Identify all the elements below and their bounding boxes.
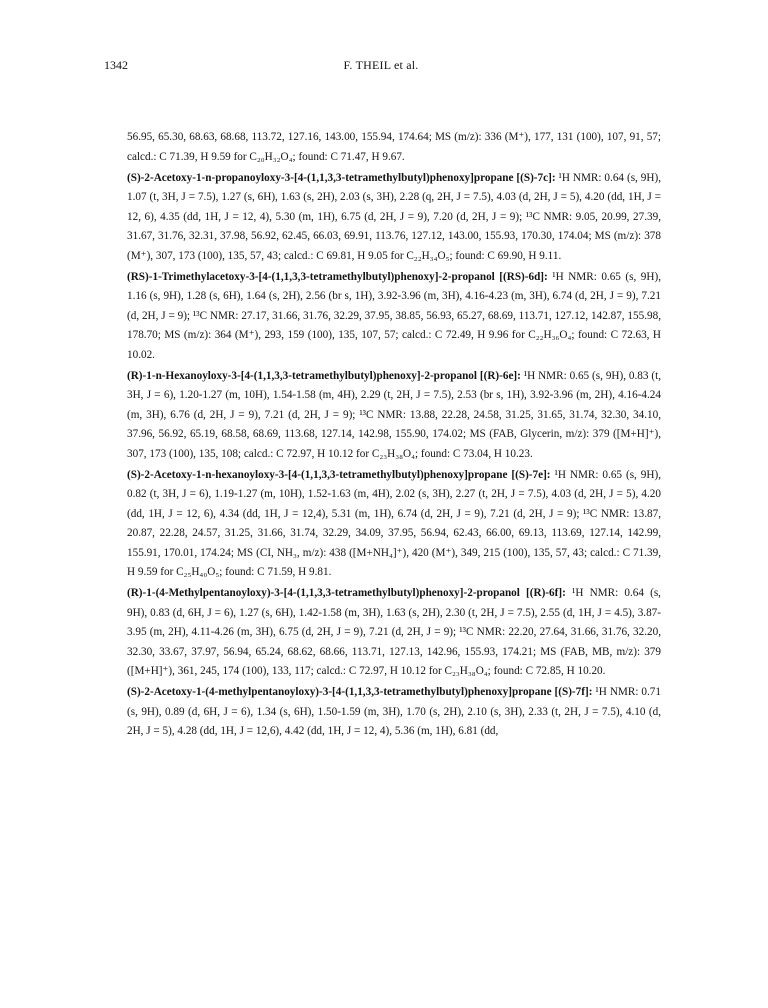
page-header	[104, 58, 658, 78]
article-body	[127, 128, 661, 743]
paragraph	[127, 466, 661, 583]
paragraph	[127, 169, 661, 267]
compound-title: (S)-2-Acetoxy-1-(4-methylpentanoyloxy)-3-[4-(1,1,3,3-tetramethylbutyl)phenoxy]propane [(S)-7f]:	[127, 686, 593, 698]
running-head: F. THEIL et al.	[343, 58, 419, 72]
paragraph-text: ¹H NMR: 0.65 (s, 9H), 1.16 (s, 9H), 1.28 (s, 6H), 1.64 (s, 2H), 2.56 (br s, 1H), 3.92-3.96 (m, 3H), 4.16-4.23 (m, 3H), 6.74 (d, 2H, J = 9), 7.21 (d, 2H, J = 9); ¹³C NMR: 27.17, 31.66, 31.76, 32.29, 37.95, 38.85, 56.93, 65.27, 68.69, 113.71, 127.12, 142.87, 155.98, 178.70; MS (m/z): 364 (M⁺), 293, 159 (100), 135, 107, 57; calcd.: C 72.49, H 9.96 for C₂₂H₃₆O₄; found: C 72.63, H 10.02.	[127, 270, 661, 361]
paragraph	[127, 584, 661, 682]
paragraph-text: ¹H NMR: 0.65 (s, 9H), 0.83 (t, 3H, J = 6), 1.20-1.27 (m, 10H), 1.54-1.58 (m, 4H), 2.29 (t, 2H, J = 7.5), 2.53 (br s, 1H), 3.92-3.96 (m, 2H), 4.16-4.24 (m, 3H), 6.76 (d, 2H, J = 9), 7.21 (d, 2H, J = 9); ¹³C NMR: 13.88, 22.28, 24.58, 31.25, 31.65, 31.74, 32.30, 34.10, 37.96, 56.92, 65.19, 68.58, 68.69, 113.68, 127.14, 142.98, 155.90, 174.02; MS (FAB, Glycerin, m/z): 379 ([M+H]⁺), 307, 173 (100), 135, 108; calcd.: C 72.97, H 10.12 for C₂₃H₃₈O₄; found: C 73.04, H 10.23.	[127, 369, 661, 460]
compound-title: (R)-1-(4-Methylpentanoyloxy)-3-[4-(1,1,3,3-tetramethylbutyl)phenoxy]-2-propanol [(R)-6f]:	[127, 587, 566, 599]
paragraph-text: ¹H NMR: 0.64 (s, 9H), 0.83 (d, 6H, J = 6), 1.27 (s, 6H), 1.42-1.58 (m, 3H), 1.63 (s, 2H), 2.30 (t, 2H, J = 7.5), 2.55 (d, 1H, J = 4.5), 3.87-3.95 (m, 2H), 4.11-4.26 (m, 3H), 6.75 (d, 2H, J = 9), 7.21 (d, 2H, J = 9); ¹³C NMR: 22.20, 27.64, 31.66, 31.76, 32.20, 32.30, 33.67, 37.97, 56.94, 65.24, 68.62, 68.66, 113.71, 127.13, 142.96, 155.93, 174.21; MS (FAB, MB, m/z): 379 ([M+H]⁺), 361, 245, 174 (100), 133, 117; calcd.: C 72.97, H 10.12 for C₂₃H₃₈O₄; found: C 72.85, H 10.20.	[127, 587, 661, 677]
paragraph-text: ¹H NMR: 0.64 (s, 9H), 1.07 (t, 3H, J = 7.5), 1.27 (s, 6H), 1.63 (s, 2H), 2.03 (s, 3H), 2.28 (q, 2H, J = 7.5), 4.03 (d, 2H, J = 5), 4.20 (dd, 1H, J = 12, 6), 4.35 (dd, 1H, J = 12, 4), 5.30 (m, 1H), 6.75 (d, 2H, J = 9), 7.20 (d, 2H, J = 9); ¹³C NMR: 9.05, 20.99, 27.39, 31.67, 31.76, 32.31, 37.98, 56.92, 62.45, 66.03, 69.91, 113.76, 127.12, 143.00, 155.93, 170.30, 174.04; MS (m/z): 378 (M⁺), 307, 173 (100), 135, 57, 43; calcd.: C 69.81, H 9.05 for C₂₂H₃₄O₅; found: C 69.90, H 9.11.	[127, 171, 661, 262]
page-number: 1342	[104, 58, 128, 72]
paragraph-text: 56.95, 65.30, 68.63, 68.68, 113.72, 127.16, 143.00, 155.94, 174.64; MS (m/z): 336 (M⁺), 177, 131 (100), 107, 91, 57; calcd.: C 71.39, H 9.59 for C₂₀H₃₂O₄; found: C 71.47, H 9.67.	[127, 131, 661, 163]
compound-title: (S)-2-Acetoxy-1-n-hexanoyloxy-3-[4-(1,1,3,3-tetramethylbutyl)phenoxy]propane [(S)-7e]:	[127, 468, 551, 481]
compound-title: (S)-2-Acetoxy-1-n-propanoyloxy-3-[4-(1,1,3,3-tetramethylbutyl)phenoxy]propane [(S)-7c]:	[127, 171, 556, 184]
paragraph-text: ¹H NMR: 0.71 (s, 9H), 0.89 (d, 6H, J = 6), 1.34 (s, 6H), 1.50-1.59 (m, 3H), 1.70 (s, 2H), 2.10 (s, 3H), 2.33 (t, 2H, J = 7.5), 4.10 (d, 2H, J = 5), 4.28 (dd, 1H, J = 12,6), 4.42 (dd, 1H, J = 12, 4), 5.36 (m, 1H), 6.81 (dd,	[127, 686, 661, 737]
paragraph	[127, 128, 661, 167]
paragraph-text: ¹H NMR: 0.65 (s, 9H), 0.82 (t, 3H, J = 6), 1.19-1.27 (m, 10H), 1.52-1.63 (m, 4H), 2.02 (s, 3H), 2.27 (t, 2H, J = 7.5), 4.03 (d, 2H, J = 5), 4.20 (dd, 1H, J = 12, 6), 4.34 (dd, 1H, J = 12,4), 5.31 (m, 1H), 6.74 (d, 2H, J = 9), 7.21 (d, 2H, J = 9); ¹³C NMR: 13.87, 20.87, 22.28, 24.57, 31.25, 31.66, 31.74, 32.29, 34.09, 37.95, 56.94, 62.43, 66.00, 69.13, 113.69, 127.14, 142.99, 155.91, 170.01, 174.24; MS (CI, NH₃, m/z): 438 ([M+NH₄]⁺), 420 (M⁺), 349, 215 (100), 135, 57, 43; calcd.: C 71.39, H 9.59 for C₂₅H₄₀O₅; found: C 71.59, H 9.81.	[127, 468, 661, 578]
paragraph	[127, 268, 661, 366]
compound-title: (R)-1-n-Hexanoyloxy-3-[4-(1,1,3,3-tetramethylbutyl)phenoxy]-2-propanol [(R)-6e]:	[127, 369, 521, 382]
paragraph	[127, 367, 661, 465]
compound-title: (RS)-1-Trimethylacetoxy-3-[4-(1,1,3,3-tetramethylbutyl)phenoxy]-2-propanol [(RS)-6d]:	[127, 270, 548, 283]
paragraph	[127, 683, 661, 742]
